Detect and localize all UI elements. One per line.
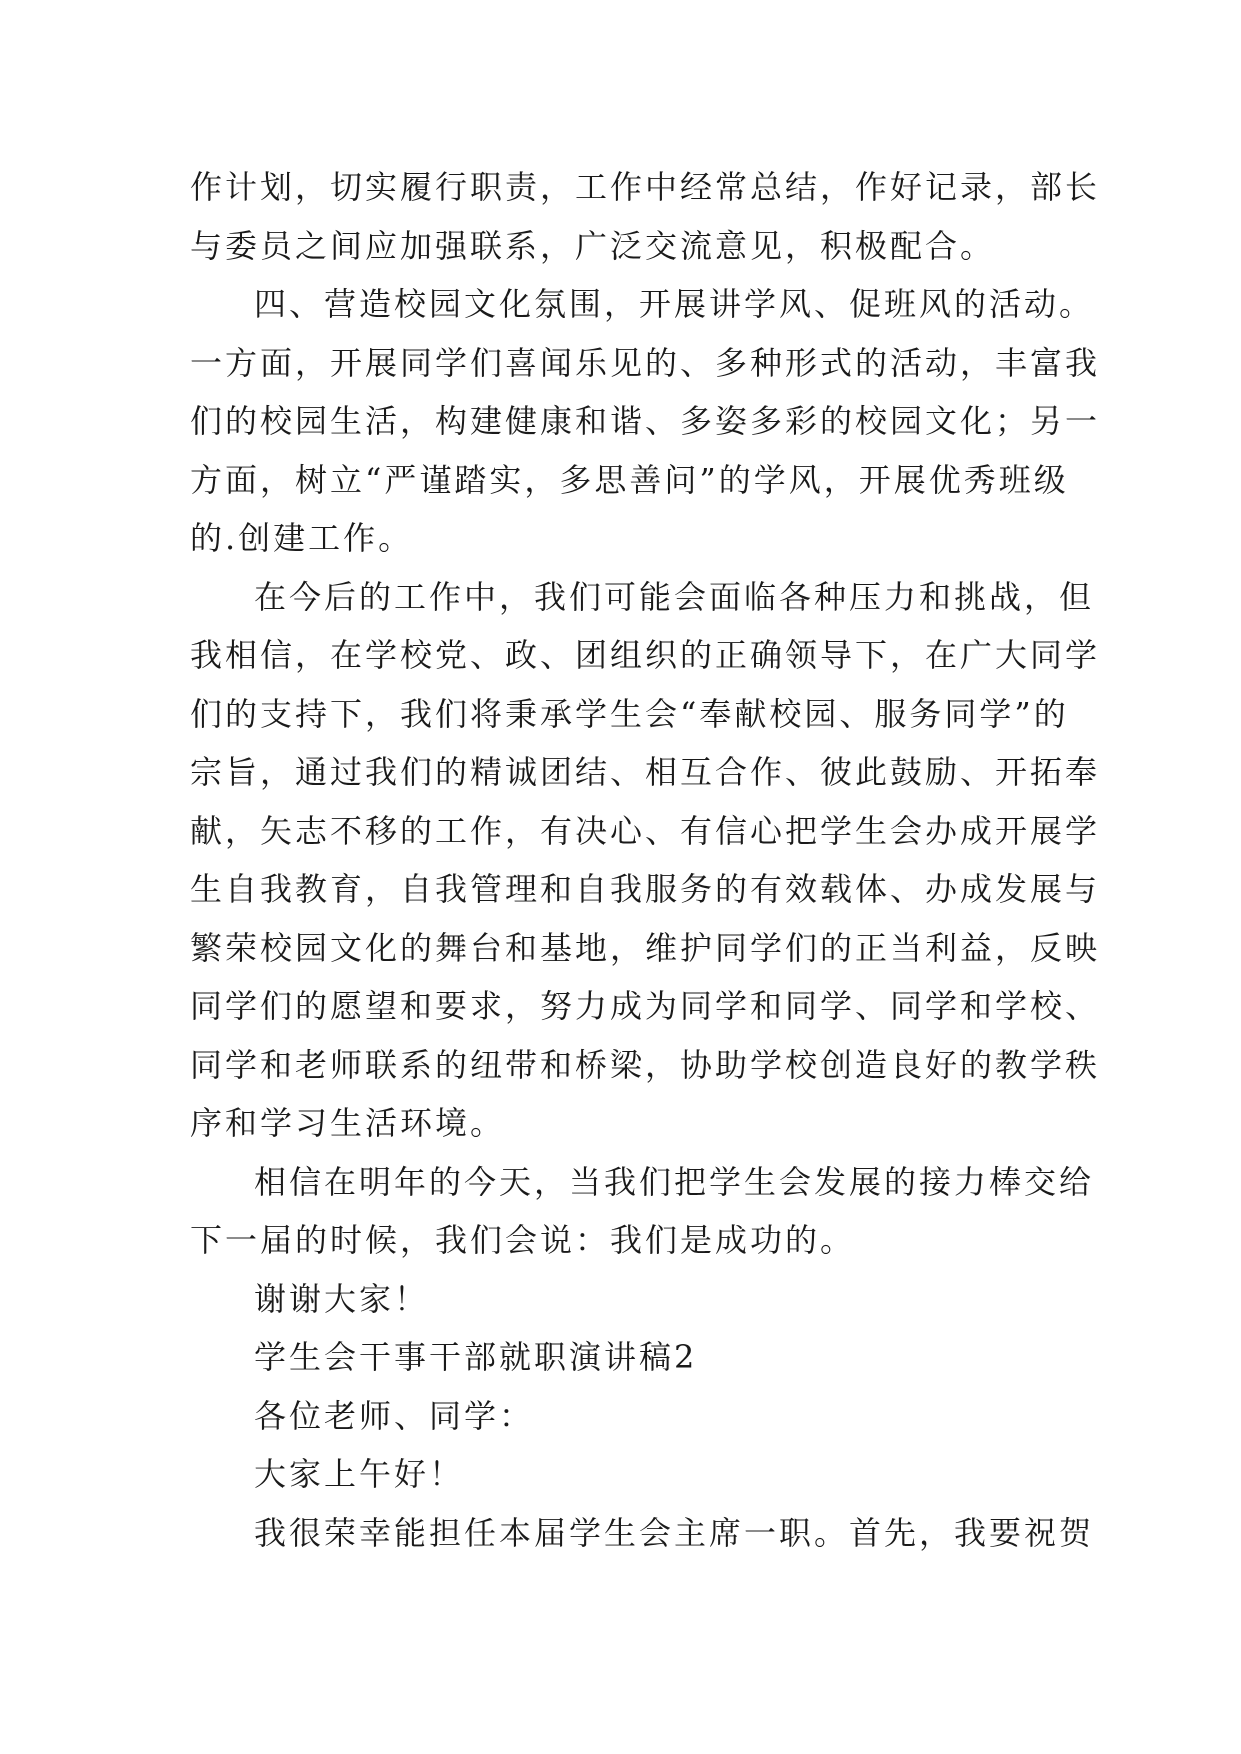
text-line: 谢谢大家！ — [254, 1279, 430, 1318]
text-line: 作计划，切实履行职责，工作中经常总结，作好记录，部长 — [190, 168, 1101, 206]
text-line: 相信在明年的今天，当我们把学生会发展的接力棒交给 — [254, 1162, 1095, 1201]
text-line: 各位老师、同学： — [254, 1396, 535, 1435]
text-line: 宗旨，通过我们的精诚团结、相互合作、彼此鼓励、开拓奉 — [190, 753, 1101, 791]
text-line: 学生会干事干部就职演讲稿2 — [254, 1338, 698, 1376]
text-line: 方面，树立“严谨踏实，多思善问”的学风，开展优秀班级 — [190, 460, 1069, 499]
text-line: 我很荣幸能担任本届学生会主席一职。首先，我要祝贺 — [254, 1513, 1095, 1552]
text-line: 下一届的时候，我们会说：我们是成功的。 — [190, 1221, 856, 1259]
text-line: 我相信，在学校党、政、团组织的正确领导下，在广大同学 — [190, 636, 1101, 674]
text-line: 一方面，开展同学们喜闻乐见的、多种形式的活动，丰富我 — [190, 343, 1101, 382]
text-line: 在今后的工作中，我们可能会面临各种压力和挑战，但 — [254, 577, 1095, 616]
body-text — [190, 158, 1101, 1562]
text-line: 们的校园生活，构建健康和谐、多姿多彩的校园文化；另一 — [190, 402, 1101, 440]
text-line: 大家上午好！ — [254, 1455, 465, 1493]
text-line: 四、营造校园文化氛围，开展讲学风、促班风的活动。 — [254, 285, 1095, 323]
text-line: 同学和老师联系的纽带和桥梁，协助学校创造良好的教学秩 — [190, 1045, 1101, 1084]
text-line: 序和学习生活环境。 — [190, 1104, 506, 1142]
text-line: 繁荣校园文化的舞台和基地，维护同学们的正当利益，反映 — [190, 928, 1101, 967]
text-line: 生自我教育，自我管理和自我服务的有效载体、办成发展与 — [190, 870, 1101, 908]
text-line: 们的支持下，我们将秉承学生会“奉献校园、服务同学”的 — [190, 694, 1069, 733]
text-line: 同学们的愿望和要求，努力成为同学和同学、同学和学校、 — [190, 987, 1101, 1025]
text-line: 献，矢志不移的工作，有决心、有信心把学生会办成开展学 — [190, 811, 1101, 850]
text-line: 与委员之间应加强联系，广泛交流意见，积极配合。 — [190, 226, 996, 265]
text-line: 的.创建工作。 — [190, 519, 414, 557]
